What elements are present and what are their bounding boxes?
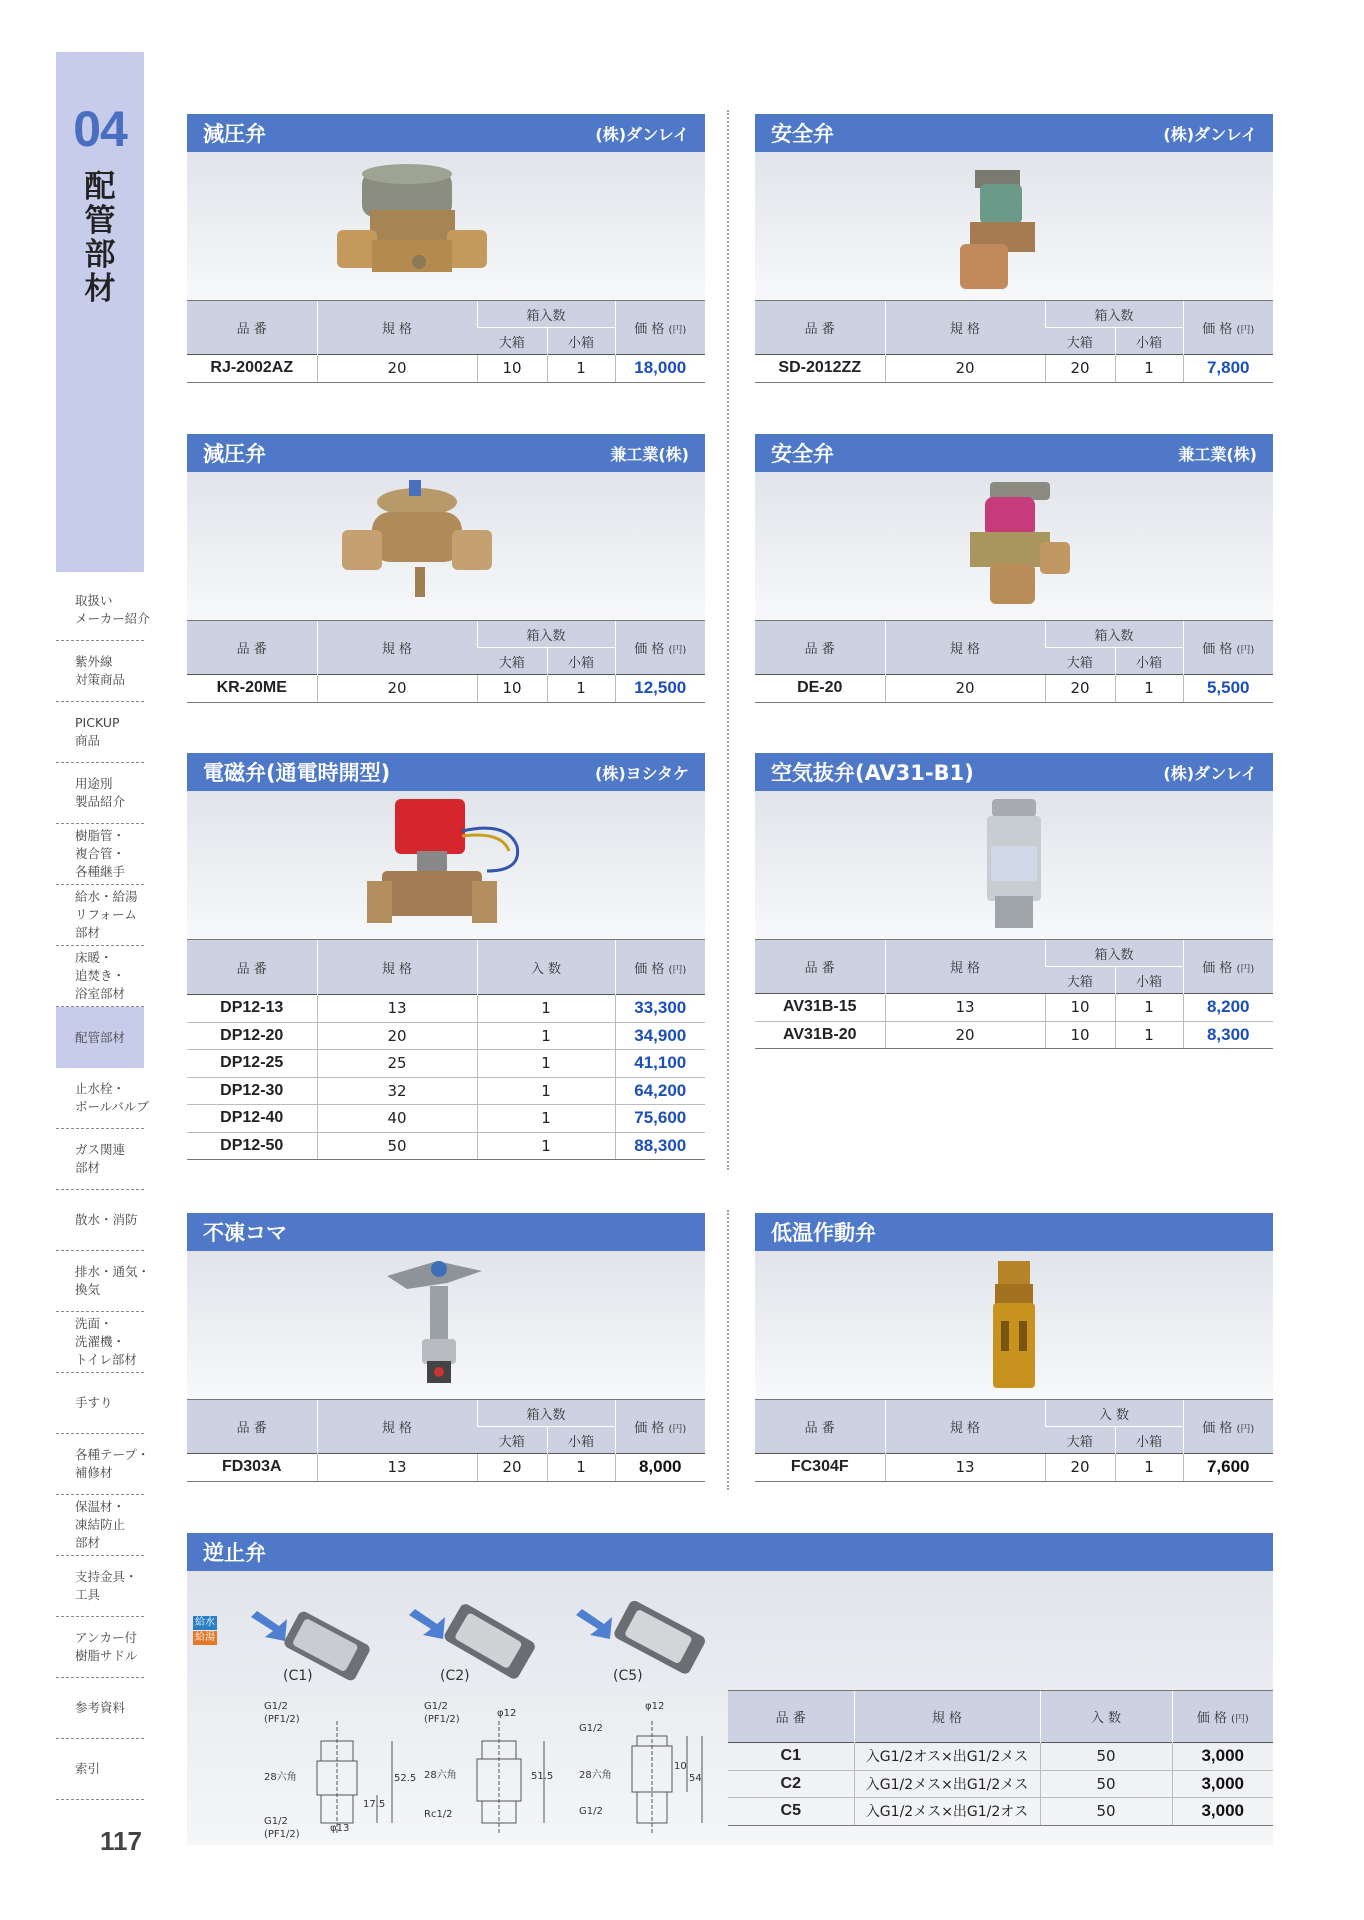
nav-item-label: トイレ部材 — [75, 1352, 137, 1367]
table-row: DE-20 20 20 1 5,500 — [755, 675, 1273, 703]
nav-item-label: 補修材 — [75, 1465, 113, 1480]
nav-item-label: リフォーム — [75, 907, 137, 922]
nav-item-0[interactable] — [56, 580, 150, 641]
product-title: 電磁弁(通電時開型) — [203, 761, 391, 785]
nav-item-14[interactable] — [56, 1434, 150, 1495]
nav-item-15[interactable] — [56, 1495, 144, 1556]
chapter-number: 04 — [73, 101, 127, 157]
nav-item-4[interactable] — [56, 824, 144, 885]
nav-item-label: 各種テープ・ — [75, 1447, 150, 1462]
nav-item-label: 取扱い — [75, 593, 113, 608]
nav-item-label: 配管部材 — [75, 1029, 126, 1045]
product-title: 逆止弁 — [203, 1541, 266, 1565]
column-divider — [727, 110, 729, 1170]
nav-item-label: 各種継手 — [75, 864, 126, 879]
nav-item-8[interactable] — [56, 1068, 149, 1129]
nav-item-label: 浴室部材 — [75, 986, 126, 1001]
nav-item-label: 排水・通気・ — [75, 1264, 151, 1279]
nav-item-16[interactable] — [56, 1556, 144, 1617]
table-row: AV31B-15 13 10 1 8,200 — [755, 994, 1273, 1022]
nav-item-label: 樹脂サドル — [75, 1648, 138, 1663]
nav-item-5[interactable] — [56, 885, 144, 946]
table-row: C5 入G1/2メス×出G1/2オス 50 3,000 — [728, 1798, 1273, 1826]
nav-item-label: メーカー紹介 — [75, 611, 150, 626]
nav-item-label: 洗面・ — [75, 1316, 113, 1331]
spec-table: 品 番 規 格 入 数 価 格 (円) C1 入G1/2オス×出G1/2メス 50 3,000 C2 入G1/2メス×出G1/2メス 50 3,000 C5 入G1/2メス×出G1/2オス 50 3,000 — [728, 1690, 1273, 1826]
spec-table: 品 番 規 格 入 数 価 格 (円) DP12-13 13 1 33,300 DP12-20 20 1 34,900 DP12-25 25 1 41,100 DP12-30 32 1 64,200 DP12-40 40 1 75,600 DP12-50 50 1 88,300 — [187, 939, 705, 1160]
table-row: AV31B-20 20 10 1 8,300 — [755, 1021, 1273, 1049]
nav-item-label: 止水栓・ — [75, 1081, 126, 1096]
nav-item-3[interactable] — [56, 763, 144, 824]
product-photo — [187, 152, 705, 300]
nav-item-label: 複合管・ — [75, 846, 126, 861]
table-row: RJ-2002AZ 20 10 1 18,000 — [187, 355, 705, 383]
spec-table: 品 番 規 格 箱入数 価 格 (円) 大箱 小箱 RJ-2002AZ 20 10 1 18,000 — [187, 300, 705, 383]
chapter-tab — [56, 52, 144, 572]
nav-item-label: 参考資料 — [75, 1700, 126, 1715]
nav-item-label: 洗濯機・ — [75, 1334, 126, 1349]
product-title: 空気抜弁(AV31-B1) — [771, 761, 974, 785]
nav-item-label: 紫外線 — [75, 654, 113, 669]
product-block-solenoid-valve — [187, 753, 705, 1160]
table-row: DP12-20 20 1 34,900 — [187, 1022, 705, 1050]
maker-name: (株)ダンレイ — [1163, 763, 1257, 783]
nav-item-12[interactable] — [56, 1312, 144, 1373]
hot-water-badge: 給湯 — [195, 1632, 215, 1643]
product-title: 減圧弁 — [203, 122, 266, 146]
maker-name: 兼工業(株) — [610, 444, 689, 464]
check-valve-table-wrap — [728, 1690, 1273, 1826]
spec-table: 品 番 規 格 入 数 価 格 (円) 大箱 小箱 FC304F 13 20 1 7,600 — [755, 1399, 1273, 1482]
nav-item-label: 凍結防止 — [75, 1517, 126, 1532]
c5-label: (C5) — [613, 1668, 643, 1684]
product-block-pressure-reducing-valve-kane — [187, 434, 705, 703]
product-photo — [755, 152, 1273, 300]
nav-item-9[interactable] — [56, 1129, 144, 1190]
nav-item-2[interactable] — [56, 702, 144, 763]
nav-item-label: 部材 — [75, 925, 101, 940]
nav-item-7[interactable] — [56, 1007, 144, 1068]
product-title: 減圧弁 — [203, 442, 266, 466]
spec-table: 品 番 規 格 箱入数 価 格 (円) 大箱 小箱 DE-20 20 20 1 5,500 — [755, 620, 1273, 703]
table-row: DP12-30 32 1 64,200 — [187, 1077, 705, 1105]
product-photo — [755, 472, 1273, 620]
product-title: 不凍コマ — [203, 1221, 287, 1245]
table-row: KR-20ME 20 10 1 12,500 — [187, 675, 705, 703]
nav-item-label: 部材 — [75, 1160, 101, 1175]
nav-item-label: 手すり — [75, 1395, 113, 1410]
nav-item-label: 給水・給湯 — [75, 889, 138, 904]
nav-item-label: 散水・消防 — [75, 1212, 138, 1227]
nav-item-17[interactable] — [56, 1617, 144, 1678]
table-row: FC304F 13 20 1 7,600 — [755, 1454, 1273, 1482]
nav-item-label: 対策商品 — [75, 672, 126, 687]
product-title: 安全弁 — [771, 122, 834, 146]
spec-table: 品 番 規 格 箱入数 価 格 (円) 大箱 小箱 KR-20ME 20 10 1 12,500 — [187, 620, 705, 703]
product-block-air-vent-valve — [755, 753, 1273, 1049]
product-photo — [187, 1251, 705, 1399]
c2-label: (C2) — [440, 1668, 470, 1684]
nav-item-10[interactable] — [56, 1190, 144, 1251]
table-row: C2 入G1/2メス×出G1/2メス 50 3,000 — [728, 1770, 1273, 1798]
table-row: FD303A 13 20 1 8,000 — [187, 1454, 705, 1482]
nav-item-label: 換気 — [75, 1282, 101, 1297]
nav-item-label: 商品 — [75, 733, 101, 748]
spec-table: 品 番 規 格 箱入数 価 格 (円) 大箱 小箱 AV31B-15 13 10 1 8,200 AV31B-20 20 10 1 8,300 — [755, 939, 1273, 1049]
product-photo — [187, 791, 705, 939]
product-block-pressure-reducing-valve-danrei — [187, 114, 705, 383]
table-row: DP12-13 13 1 33,300 — [187, 995, 705, 1023]
product-block-antifreeze-spindle — [187, 1213, 705, 1482]
product-photo — [755, 1251, 1273, 1399]
maker-name: (株)ヨシタケ — [595, 763, 689, 783]
product-photo — [755, 791, 1273, 939]
nav-item-18[interactable] — [56, 1678, 144, 1739]
nav-item-label: 保温材・ — [75, 1499, 126, 1514]
product-photo: 給水 給湯 (C1) (C2) (C5) G1/2 (PF1/2) 28六角 G1/2 (PF1/2) φ13 17.5 52.5 G1/2 (PF1/2) φ12 28六角 Rc1/2 51.5 φ12 G1/2 28六角 G1/2 10 54 — [187, 1571, 1273, 1845]
maker-name: (株)ダンレイ — [1163, 124, 1257, 144]
product-photo — [187, 472, 705, 620]
nav-item-label: 工具 — [75, 1587, 101, 1602]
table-row: DP12-25 25 1 41,100 — [187, 1050, 705, 1078]
nav-item-label: 支持金具・ — [75, 1569, 138, 1584]
table-row: DP12-40 40 1 75,600 — [187, 1105, 705, 1133]
nav-item-label: ガス関連 — [75, 1142, 126, 1157]
nav-item-label: PICKUP — [75, 715, 120, 730]
nav-item-19[interactable] — [56, 1739, 144, 1800]
maker-name: (株)ダンレイ — [595, 124, 689, 144]
nav-item-label: 床暖・ — [75, 950, 113, 965]
maker-name: 兼工業(株) — [1178, 444, 1257, 464]
spec-table: 品 番 規 格 箱入数 価 格 (円) 大箱 小箱 FD303A 13 20 1 8,000 — [187, 1399, 705, 1482]
product-block-safety-valve-danrei — [755, 114, 1273, 383]
table-row: SD-2012ZZ 20 20 1 7,800 — [755, 355, 1273, 383]
nav-item-6[interactable] — [56, 946, 144, 1007]
product-title: 安全弁 — [771, 442, 834, 466]
product-title: 低温作動弁 — [771, 1221, 876, 1245]
column-divider — [727, 1210, 729, 1490]
nav-item-label: 追焚き・ — [75, 968, 126, 983]
nav-item-label: 製品紹介 — [75, 794, 126, 809]
c1-label: (C1) — [283, 1668, 313, 1684]
nav-item-label: アンカー付 — [75, 1630, 138, 1645]
nav-item-label: 用途別 — [75, 776, 113, 791]
nav-item-13[interactable] — [56, 1373, 144, 1434]
nav-item-label: 索引 — [75, 1761, 101, 1776]
nav-item-label: 樹脂管・ — [75, 828, 126, 843]
spec-table: 品 番 規 格 箱入数 価 格 (円) 大箱 小箱 SD-2012ZZ 20 20 1 7,800 — [755, 300, 1273, 383]
nav-item-label: 部材 — [75, 1535, 101, 1550]
nav-item-1[interactable] — [56, 641, 144, 702]
product-block-low-temp-valve — [755, 1213, 1273, 1482]
table-row: DP12-50 50 1 88,300 — [187, 1132, 705, 1160]
product-block-safety-valve-kane — [755, 434, 1273, 703]
nav-item-11[interactable] — [56, 1251, 151, 1312]
page-number: 117 — [100, 1826, 142, 1856]
chapter-nav — [56, 580, 151, 1800]
nav-item-label: ボールバルブ — [75, 1099, 149, 1114]
chapter-title: 配 管 部 材 — [84, 169, 116, 307]
table-row: C1 入G1/2オス×出G1/2メス 50 3,000 — [728, 1743, 1273, 1771]
water-badge: 給水 — [195, 1617, 215, 1628]
